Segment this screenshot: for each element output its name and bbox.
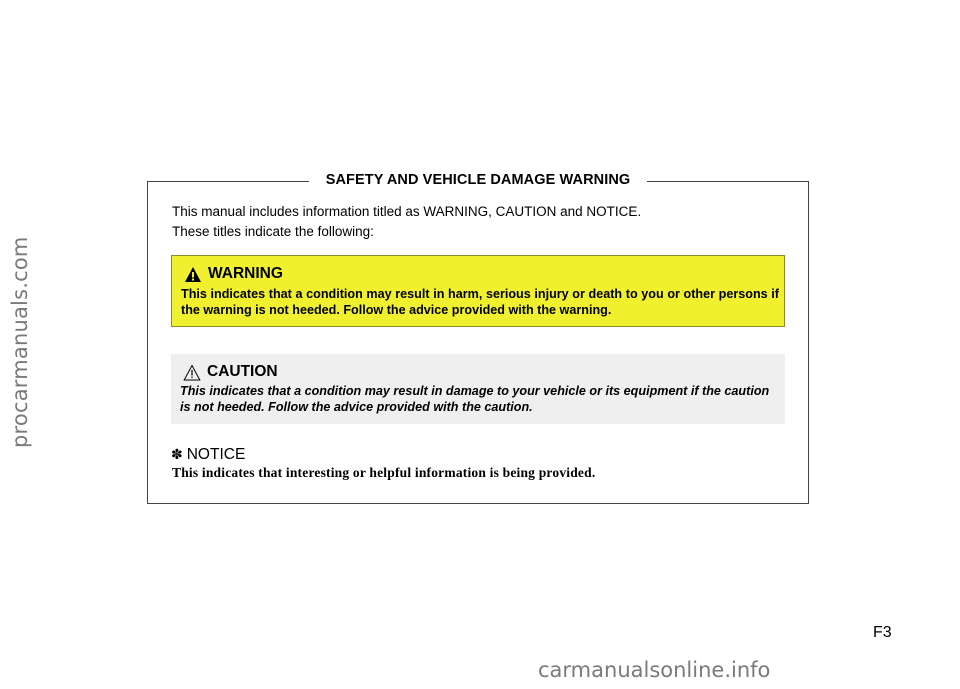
section-title: SAFETY AND VEHICLE DAMAGE WARNING <box>309 170 647 190</box>
warning-heading-row <box>184 264 283 284</box>
warning-box <box>171 255 785 327</box>
warning-heading: WARNING <box>208 265 283 282</box>
page-number: F3 <box>873 624 892 641</box>
intro-line-2: These titles indicate the following: <box>172 224 374 239</box>
caution-heading-row <box>183 362 278 382</box>
caution-triangle-icon <box>183 364 201 381</box>
notice-heading-row <box>171 445 245 465</box>
caution-box <box>171 354 785 424</box>
side-watermark: procarmanuals.com <box>8 236 32 448</box>
footer-watermark: carmanualsonline.info <box>538 658 771 682</box>
notice-heading: NOTICE <box>186 446 246 463</box>
intro-line-1: This manual includes information titled as WARNING, CAUTION and NOTICE. <box>172 204 642 219</box>
caution-body: This indicates that a condition may result in damage to your vehicle or its equipment if the caution is not heeded. Follow the advice provided with the caution. <box>180 384 770 414</box>
notice-body: This indicates that interesting or helpful information is being provided. <box>172 465 596 480</box>
warning-body: This indicates that a condition may result in harm, serious injury or death to you or other persons if the warning is not heeded. Follow the advice provided with the warning. <box>181 287 779 317</box>
caution-heading: CAUTION <box>207 363 278 380</box>
notice-asterisk-icon: ✽ <box>171 447 183 463</box>
warning-triangle-icon <box>184 266 202 283</box>
